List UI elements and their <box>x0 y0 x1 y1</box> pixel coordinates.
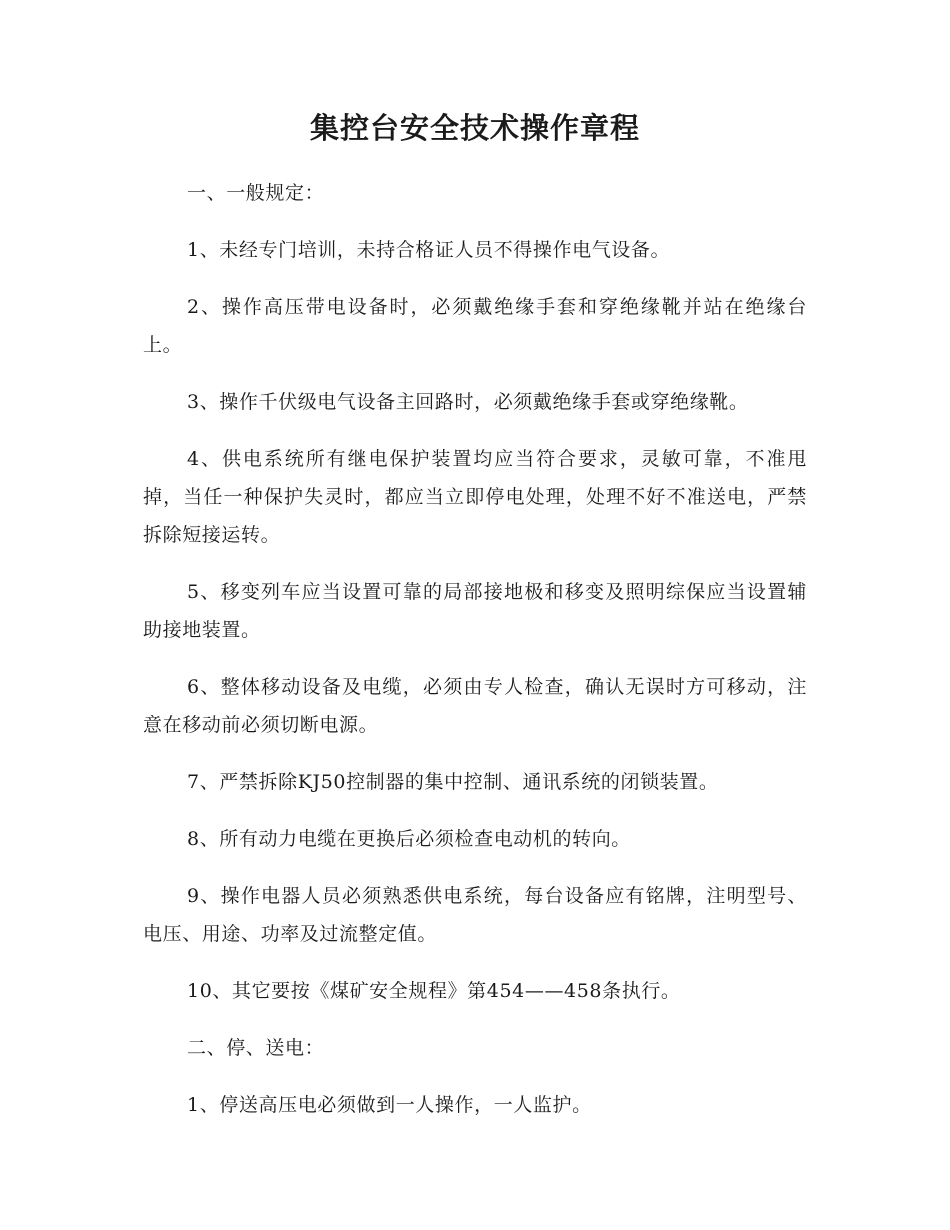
paragraph-rule-1: 1、未经专门培训，未持合格证人员不得操作电气设备。 <box>187 239 671 261</box>
paragraph-rule-5: 5、移变列车应当设置可靠的局部接地极和移变及照明综保应当设置辅助接地装置。 <box>143 581 807 641</box>
document-title: 集控台安全技术操作章程 <box>309 111 640 145</box>
paragraph-rule-7: 7、严禁拆除KJ50控制器的集中控制、通讯系统的闭锁装置。 <box>187 771 719 793</box>
paragraph-rule-10: 10、其它要按《煤矿安全规程》第454——458条执行。 <box>187 980 681 1002</box>
paragraph-rule-8: 8、所有动力电缆在更换后必须检查电动机的转向。 <box>187 828 631 850</box>
section-heading-general: 一、一般规定： <box>187 182 325 204</box>
paragraph-rule-3: 3、操作千伏级电气设备主回路时，必须戴绝缘手套或穿绝缘靴。 <box>187 391 749 413</box>
paragraph-rule-9: 9、操作电器人员必须熟悉供电系统，每台设备应有铭牌，注明型号、电压、用途、功率及过流整定值。 <box>143 885 807 945</box>
paragraph-power-rule-1: 1、停送高压电必须做到一人操作，一人监护。 <box>187 1094 592 1116</box>
paragraph-rule-6: 6、整体移动设备及电缆，必须由专人检查，确认无误时方可移动，注意在移动前必须切断电源。 <box>143 676 807 736</box>
section-heading-power: 二、停、送电： <box>187 1037 325 1059</box>
paragraph-rule-2: 2、操作高压带电设备时，必须戴绝缘手套和穿绝缘靴并站在绝缘台上。 <box>143 296 807 356</box>
paragraph-rule-4: 4、供电系统所有继电保护装置均应当符合要求，灵敏可靠，不准甩掉，当任一种保护失灵时，都应当立即停电处理，处理不好不准送电，严禁拆除短接运转。 <box>143 448 807 546</box>
